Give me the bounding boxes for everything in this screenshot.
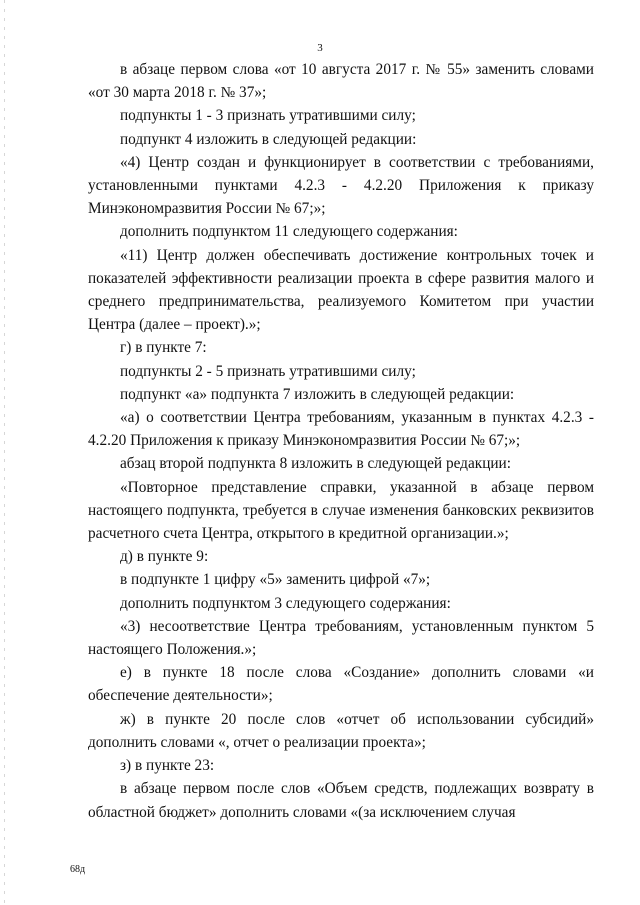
paragraph: ж) в пункте 20 после слов «отчет об использовании субсидий» дополнить словами «, отчет о реализации проекта»; — [88, 710, 594, 751]
paragraph: абзац второй подпункта 8 изложить в следующей редакции: — [120, 455, 511, 473]
paragraph: подпункты 1 - 3 признать утратившими силу; — [120, 107, 416, 125]
paragraph: г) в пункте 7: — [120, 339, 207, 357]
paragraph: «Повторное представление справки, указанной в абзаце первом настоящего подпункта, требуется в случае изменения банковских реквизитов расчетного счета Центра, открытого в кредитной организации.»; — [88, 478, 594, 543]
paragraph: д) в пункте 9: — [120, 548, 209, 566]
paragraph: «а) о соответствии Центра требованиям, указанным в пунктах 4.2.3 - 4.2.20 Приложения к приказу Минэкономразвития России № 67;»; — [88, 409, 594, 450]
paragraph: «11) Центр должен обеспечивать достижение контрольных точек и показателей эффективности реализации проекта в сфере развития малого и среднего предпринимательства, реализуемого Комитетом при участии Центра (далее – проект).»; — [88, 246, 594, 334]
paragraph: в абзаце первом слова «от 10 августа 2017 г. № 55» заменить словами «от 30 марта 2018 г. № 37»; — [88, 61, 594, 102]
paragraph: в подпункте 1 цифру «5» заменить цифрой «7»; — [120, 571, 431, 589]
footer-code: 68д — [70, 864, 86, 875]
document-body — [88, 58, 594, 824]
page-number: 3 — [317, 42, 323, 54]
paragraph: з) в пункте 23: — [120, 757, 215, 775]
paragraph: дополнить подпунктом 11 следующего содержания: — [120, 223, 458, 241]
paragraph: е) в пункте 18 после слова «Создание» дополнить словами «и обеспечение деятельности»; — [88, 664, 594, 705]
paragraph: «4) Центр создан и функционирует в соответствии с требованиями, установленными пунктами 4.2.3 - 4.2.20 Приложения к приказу Минэкономразвития России № 67;»; — [88, 153, 594, 218]
paragraph: дополнить подпунктом 3 следующего содержания: — [120, 594, 451, 612]
paragraph: в абзаце первом после слов «Объем средств, подлежащих возврату в областной бюджет» дополнить словами «(за исключением случая — [88, 780, 594, 821]
scan-edge-mark — [4, 0, 5, 905]
paragraph: подпункты 2 - 5 признать утратившими силу; — [120, 362, 416, 380]
paragraph: подпункт «а» подпункта 7 изложить в следующей редакции: — [120, 385, 515, 403]
paragraph: «3) несоответствие Центра требованиям, установленным пунктом 5 настоящего Положения.»; — [88, 617, 594, 659]
paragraph: подпункт 4 изложить в следующей редакции: — [120, 130, 417, 148]
